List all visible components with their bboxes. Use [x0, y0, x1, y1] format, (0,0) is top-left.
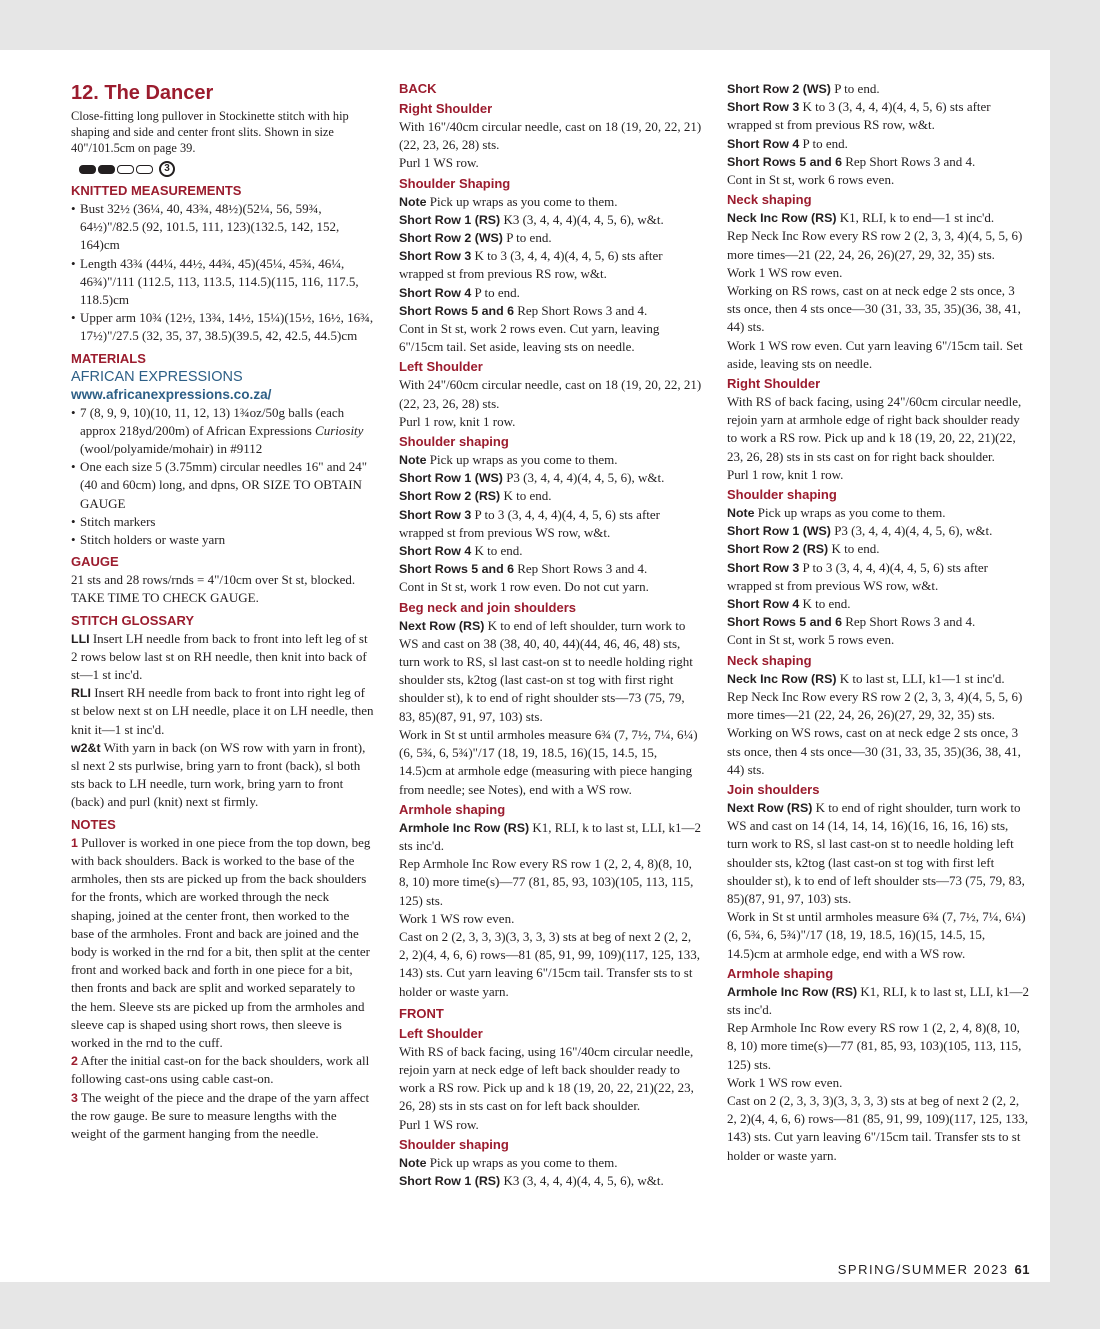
row-text: P to end.: [471, 284, 520, 300]
instruction-row: [399, 506, 703, 542]
row-text: Pick up wraps as you come to them.: [426, 452, 618, 468]
instruction-text: Cont in St st, work 1 row even. Do not cut yarn.: [399, 579, 649, 595]
glossary-entry: [71, 739, 374, 812]
instruction-text: Work in St st until armholes measure 6¾ (7, 7½, 7¼, 6¼)(6, 5¾, 6, 5¾)"/17 (18, 19, 18.5, 16)(15, 14.5, 15, 14.5)cm at armhole edge (measuring with piece hanging from needle; see Notes), end with a WS row.: [399, 726, 698, 797]
row-label: Armhole Inc Row (RS): [399, 820, 530, 835]
gauge-note: TAKE TIME TO CHECK GAUGE.: [71, 590, 259, 606]
subsection-heading: Beg neck and join shoulders: [399, 599, 576, 615]
instruction-row: [727, 670, 1031, 688]
glossary-text: Insert LH needle from back to front into left leg of st 2 rows below last st on RH needle, then knit into back of st—1 st inc'd.: [71, 630, 368, 683]
section-heading: FRONT: [399, 1005, 444, 1021]
pattern-title: 12. The Dancer: [71, 82, 214, 104]
row-text: K to 3 (3, 4, 4, 4)(4, 4, 5, 6) sts after wrapped st from previous RS row, w&t.: [399, 248, 663, 282]
glossary-term: RLI: [71, 686, 91, 701]
instruction-row: [399, 451, 703, 469]
row-label: Short Row 1 (RS): [399, 212, 501, 227]
glossary-entry: [71, 630, 374, 685]
instruction-row: [727, 98, 1031, 134]
row-label: Short Row 2 (WS): [399, 231, 503, 246]
row-text: K to end of right shoulder, turn work to WS and cast on 14 (14, 14, 14, 16)(16, 16, 16, 16) sts, turn work to RS, sl last cast-on st to needle holding left shoulder sts, k2tog (last cast-on st tog with first left shoulder st), k to end of left shoulder sts—73 (75, 79, 83, 85)(87, 91, 97, 103) sts.: [727, 799, 1025, 906]
subsection-heading: Shoulder shaping: [727, 487, 837, 503]
row-label: Short Row 4: [727, 136, 800, 151]
instruction-text: Work 1 WS row even.: [727, 1074, 843, 1090]
row-text: K to end of left shoulder, turn work to WS and cast on 38 (38, 40, 40, 44)(44, 46, 46, 48) sts, turn work to RS, sl last cast-on st to needle holding right shoulder sts, k2tog (last cast-on st tog with first right shoulder st), k to end of right shoulder sts—73 (75, 79, 83, 85)(87, 91, 97, 103) sts.: [399, 617, 693, 724]
row-label: Short Row 4: [727, 597, 800, 612]
instruction-row: [399, 193, 703, 211]
list-item: • Length 43¾ (44¼, 44½, 44¾, 45)(45¼, 45¾, 46¼, 46¾)"/111 (112.5, 113, 113.5, 114.5)(115, 116, 117.5, 118.5)cm: [71, 255, 374, 310]
row-label: Note: [727, 506, 755, 521]
row-label: Short Row 2 (RS): [727, 542, 829, 557]
instruction-text: With RS of back facing, using 16"/40cm circular needle, rejoin yarn at neck edge of left back shoulder ready to work a RS row. Pick up and k 18 (19, 20, 22, 21)(22, 23, 26, 28) sts in sts cast on for left back shoulder.: [399, 1043, 694, 1114]
row-label: Short Row 4: [399, 544, 472, 559]
skill-segment-filled: [79, 165, 96, 174]
magazine-page: [0, 50, 1050, 1282]
row-label: Short Row 2 (RS): [399, 489, 501, 504]
row-text: P to end.: [830, 81, 880, 96]
skill-level-indicator: [79, 160, 374, 178]
instruction-text: Purl 1 row, knit 1 row.: [399, 413, 516, 429]
yarn-weight-icon: 3: [159, 161, 175, 177]
column-middle: [399, 80, 703, 1190]
column-left: [71, 80, 374, 1143]
note-text: After the initial cast-on for the back shoulders, work all following cast-ons using cable cast-on.: [71, 1053, 370, 1087]
row-label: Neck Inc Row (RS): [727, 671, 837, 686]
row-label: Short Rows 5 and 6: [399, 303, 514, 318]
subsection-heading: Left Shoulder: [399, 359, 483, 375]
row-label: Short Rows 5 and 6: [727, 615, 842, 630]
section-heading: BACK: [399, 81, 437, 96]
instruction-text: With 24"/60cm circular needle, cast on 18 (19, 20, 22, 21)(22, 23, 26, 28) sts.: [399, 377, 702, 411]
instruction-row: [727, 595, 1031, 613]
subsection-heading: Shoulder Shaping: [399, 175, 511, 191]
instruction-text: Working on WS rows, cast on at neck edge 2 sts once, 3 sts once, then 4 sts once—30 (31, 33, 35, 35)(36, 38, 41, 44) sts.: [727, 725, 1021, 777]
instruction-row: [399, 284, 703, 302]
row-text: K to 3 (3, 4, 4, 4)(4, 4, 5, 6) sts after wrapped st from previous RS row, w&t.: [727, 99, 991, 133]
note-entry: [71, 1052, 374, 1088]
skill-segment-empty: [136, 165, 153, 174]
instruction-text: Purl 1 WS row.: [399, 155, 479, 171]
instruction-row: [727, 522, 1031, 540]
row-text: P3 (3, 4, 4, 4)(4, 4, 5, 6), w&t.: [830, 523, 993, 539]
list-item: • Upper arm 10¾ (12½, 13¾, 14½, 15¼)(15½, 16½, 16¾, 17½)"/27.5 (32, 35, 37, 38.5)(39.5, 42, 42.5, 44.5)cm: [71, 309, 374, 345]
text: 7 (8, 9, 9, 10)(10, 11, 12, 13) 1¾oz/50g balls (each approx 218yd/200m) of African Expressions: [80, 404, 345, 438]
subsection-heading: Neck shaping: [727, 652, 812, 668]
instruction-row: [399, 469, 703, 487]
row-text: Rep Short Rows 3 and 4.: [841, 153, 976, 169]
note-number: 1: [71, 835, 78, 850]
instruction-text: Cont in St st, work 6 rows even.: [727, 172, 895, 188]
list-item: • Stitch markers: [71, 513, 374, 531]
row-text: K to end.: [500, 488, 552, 504]
subsection-heading: Join shoulders: [727, 781, 820, 797]
row-text: K3 (3, 4, 4, 4)(4, 4, 5, 6), w&t.: [500, 1172, 664, 1188]
instruction-text: Rep Neck Inc Row every RS row 2 (2, 3, 3, 4)(4, 5, 5, 6) more times—21 (22, 24, 26, 26)(27, 29, 32, 35) sts.: [727, 228, 1023, 262]
instruction-row: [399, 617, 703, 726]
instruction-row: [399, 487, 703, 505]
yarn-brand: AFRICAN EXPRESSIONS: [71, 368, 243, 385]
row-label: Neck Inc Row (RS): [727, 211, 837, 226]
row-text: K1, RLI, k to end—1 st inc'd.: [836, 210, 995, 226]
instruction-row: [399, 247, 703, 283]
instruction-text: Purl 1 WS row.: [399, 1116, 479, 1132]
instruction-row: [399, 302, 703, 320]
glossary-term: LLI: [71, 631, 90, 646]
instruction-row: [399, 1154, 703, 1172]
instruction-row: [727, 983, 1031, 1019]
instruction-text: Work 1 WS row even.: [399, 910, 515, 926]
instruction-text: Cast on 2 (2, 3, 3, 3)(3, 3, 3, 3) sts at beg of next 2 (2, 2, 2, 2)(4, 4, 6, 6) rows—81 (85, 91, 99, 109)(117, 125, 133, 143) sts. Cut yarn leaving 6"/15cm tail. Transfer sts to st holder or waste yarn.: [399, 928, 701, 999]
instruction-text: Rep Neck Inc Row every RS row 2 (2, 3, 3, 4)(4, 5, 5, 6) more times—21 (22, 24, 26, 26)(27, 29, 32, 35) sts.: [727, 688, 1023, 723]
row-text: P to 3 (3, 4, 4, 4)(4, 4, 5, 6) sts after wrapped st from previous WS row, w&t.: [399, 506, 660, 540]
row-label: Armhole Inc Row (RS): [727, 984, 858, 999]
instruction-row: [727, 613, 1031, 631]
subsection-heading: Right Shoulder: [399, 101, 493, 116]
row-label: Short Row 1 (WS): [399, 471, 503, 486]
glossary-term: w2&t: [71, 740, 101, 755]
row-label: Next Row (RS): [727, 800, 813, 815]
gauge-text: 21 sts and 28 rows/rnds = 4"/10cm over St st, blocked.: [71, 572, 356, 588]
row-text: P3 (3, 4, 4, 4)(4, 4, 5, 6), w&t.: [502, 470, 665, 486]
row-label: Note: [399, 1155, 427, 1170]
instruction-row: [727, 80, 1031, 98]
instruction-row: [399, 542, 703, 560]
instruction-row: [727, 540, 1031, 558]
subsection-heading: Armhole shaping: [399, 801, 506, 817]
instruction-text: Cont in St st, work 2 rows even. Cut yarn, leaving 6"/15cm tail. Set aside, leaving sts on needle.: [399, 321, 660, 355]
row-label: Note: [399, 453, 427, 468]
instruction-text: With RS of back facing, using 24"/60cm circular needle, rejoin yarn at armhole edge of right back shoulder ready to work a RS row. Pick up and k 18 (19, 20, 22, 21)(22, 23, 26, 28) sts in sts cast on for right back shoulder.: [727, 394, 1022, 464]
issue-name: SPRING/SUMMER 2023: [837, 1262, 1009, 1277]
instruction-row: [727, 799, 1031, 908]
skill-segment-empty: [117, 165, 134, 174]
glossary-entry: [71, 684, 374, 739]
row-text: Pick up wraps as you come to them.: [426, 1154, 618, 1170]
page-footer: [800, 1262, 1030, 1277]
text: (wool/polyamide/mohair) in #9112: [80, 441, 263, 457]
row-text: K1, RLI, k to last st, LLI, k1—2 sts inc'd.: [727, 983, 1029, 1017]
glossary-text: Insert RH needle from back to front into right leg of st below next st on LH needle, place it on LH needle, then knit it—1 st inc'd.: [71, 685, 374, 737]
note-text: The weight of the piece and the drape of the yarn affect the row gauge. Be sure to measure lengths with the weight of the garment hanging from the needle.: [71, 1089, 370, 1141]
row-text: K to end.: [471, 543, 523, 559]
row-label: Short Rows 5 and 6: [399, 562, 514, 577]
row-text: Rep Short Rows 3 and 4.: [513, 302, 648, 318]
subsection-heading: Armhole shaping: [727, 965, 834, 981]
column-right: [727, 80, 1031, 1165]
subsection-heading: Left Shoulder: [399, 1025, 483, 1041]
row-label: Next Row (RS): [399, 618, 485, 633]
list-item: • One each size 5 (3.75mm) circular needles 16" and 24" (40 and 60cm) long, and dpns, OR SIZE TO OBTAIN GAUGE: [71, 458, 374, 513]
instruction-row: [399, 229, 703, 247]
section-heading: KNITTED MEASUREMENTS: [71, 183, 242, 198]
list-item: [71, 404, 374, 459]
skill-segment-filled: [98, 165, 115, 174]
row-label: Short Row 3: [727, 560, 800, 575]
list-item: • Stitch holders or waste yarn: [71, 531, 374, 549]
instruction-text: Working on RS rows, cast on at neck edge 2 sts once, 3 sts once, then 4 sts once—30 (31, 33, 35, 35)(36, 38, 41, 44) sts.: [727, 283, 1021, 335]
instruction-row: [727, 559, 1031, 595]
note-entry: [71, 1089, 374, 1144]
row-text: K to end.: [799, 596, 851, 612]
row-text: K3 (3, 4, 4, 4)(4, 4, 5, 6), w&t.: [500, 211, 664, 227]
row-text: Rep Short Rows 3 and 4.: [513, 561, 648, 577]
instruction-row: [727, 153, 1031, 171]
instruction-text: Work in St st until armholes measure 6¾ (7, 7½, 7¼, 6¼)(6, 5¾, 6, 5¾)"/17 (18, 19, 18.5, 16)(15, 14.5, 15, 14.5)cm at armhole edge, end with a WS row.: [727, 909, 1026, 961]
instruction-row: [399, 560, 703, 578]
section-heading: NOTES: [71, 816, 116, 832]
instruction-row: [727, 209, 1031, 227]
instruction-row: [399, 819, 703, 855]
pattern-intro: Close-fitting long pullover in Stockinette stitch with hip shaping and side and center front slits. Shown in size 40"/101.5cm on page 39.: [71, 109, 349, 155]
skill-level-bar: [79, 165, 153, 174]
brand-link[interactable]: www.africanexpressions.co.za/: [71, 386, 272, 402]
row-text: Pick up wraps as you come to them.: [754, 505, 946, 521]
instruction-text: Rep Armhole Inc Row every RS row 1 (2, 2, 4, 8)(8, 10, 8, 10) more time(s)—77 (81, 85, 93, 103)(105, 113, 115, 125) sts.: [727, 1020, 1022, 1072]
subsection-heading: Shoulder shaping: [399, 434, 509, 450]
row-text: Rep Short Rows 3 and 4.: [841, 614, 976, 630]
note-entry: [71, 834, 374, 1052]
row-text: P to end.: [502, 230, 552, 246]
note-text: Pullover is worked in one piece from the top down, beg with back shoulders. Back is worked to the base of the armholes, then sts are picked up from the back shoulders for the fronts, which are worked through the neck shaping, joined at the center front, then worked to the base of the armholes. Front and back are joined and the body is worked in the rnd for a bit, then split at the center front and worked back and forth in one piece for a bit, then fronts and back are split and worked separately to the hem. Sleeve sts are picked up from the armholes and sleeve cap is shaped using short rows, then sleeve is worked in the rnd to the cuff.: [71, 834, 371, 1050]
materials-list: [71, 404, 374, 550]
row-label: Note: [399, 194, 427, 209]
yarn-name: Curiosity: [315, 422, 364, 438]
note-number: 2: [71, 1054, 78, 1069]
row-label: Short Row 2 (WS): [727, 82, 831, 96]
instruction-row: [399, 211, 703, 229]
section-heading: GAUGE: [71, 554, 119, 570]
row-text: Pick up wraps as you come to them.: [426, 193, 618, 209]
row-label: Short Row 3: [399, 507, 472, 522]
instruction-text: Work 1 WS row even.: [727, 264, 843, 280]
instruction-text: Work 1 WS row even. Cut yarn leaving 6"/15cm tail. Set aside, leaving sts on needle.: [727, 337, 1023, 371]
instruction-row: [727, 504, 1031, 522]
row-text: K1, RLI, k to last st, LLI, k1—2 sts inc'd.: [399, 819, 701, 853]
row-text: P to 3 (3, 4, 4, 4)(4, 4, 5, 6) sts after wrapped st from previous WS row, w&t.: [727, 559, 988, 593]
list-item: • Bust 32½ (36¼, 40, 43¾, 48½)(52¼, 56, 59¾, 64½)"/82.5 (92, 101.5, 111, 123)(132.5, 142, 152, 164)cm: [71, 200, 374, 255]
row-text: P to end.: [799, 135, 848, 151]
row-label: Short Row 3: [727, 100, 800, 115]
instruction-text: Cont in St st, work 5 rows even.: [727, 632, 895, 648]
row-label: Short Row 1 (WS): [727, 524, 831, 539]
instruction-text: With 16"/40cm circular needle, cast on 18 (19, 20, 22, 21)(22, 23, 26, 28) sts.: [399, 119, 702, 153]
row-label: Short Rows 5 and 6: [727, 154, 842, 169]
row-label: Short Row 3: [399, 249, 472, 264]
instruction-row: [727, 135, 1031, 153]
note-number: 3: [71, 1090, 78, 1105]
subsection-heading: Neck shaping: [727, 192, 812, 208]
section-heading: MATERIALS: [71, 350, 146, 366]
subsection-heading: Right Shoulder: [727, 376, 821, 392]
row-text: K to last st, LLI, k1—1 st inc'd.: [836, 670, 1005, 686]
row-text: K to end.: [828, 541, 880, 557]
instruction-text: Purl 1 row, knit 1 row.: [727, 466, 844, 482]
glossary-text: With yarn in back (on WS row with yarn in front), sl next 2 sts purlwise, bring yarn to front (back), sl both sts back to LH needle, turn work, bring yarn to front (back) and purl (knit) next st firmly.: [71, 739, 366, 810]
row-label: Short Row 4: [399, 285, 472, 300]
row-label: Short Row 1 (RS): [399, 1173, 501, 1188]
instruction-text: Cast on 2 (2, 3, 3, 3)(3, 3, 3, 3) sts at beg of next 2 (2, 2, 2, 2)(4, 4, 6, 6) rows—81 (85, 91, 99, 109)(117, 125, 133, 143) sts. Cut yarn leaving 6"/15cm tail. Transfer sts to st holder or waste yarn.: [727, 1092, 1029, 1163]
section-heading: STITCH GLOSSARY: [71, 612, 195, 628]
page-number: 61: [1014, 1262, 1030, 1277]
subsection-heading: Shoulder shaping: [399, 1136, 509, 1152]
measurements-list: [71, 200, 374, 346]
instruction-text: Rep Armhole Inc Row every RS row 1 (2, 2, 4, 8)(8, 10, 8, 10) more time(s)—77 (81, 85, 93, 103)(105, 113, 115, 125) sts.: [399, 856, 694, 908]
instruction-row: [399, 1172, 703, 1190]
